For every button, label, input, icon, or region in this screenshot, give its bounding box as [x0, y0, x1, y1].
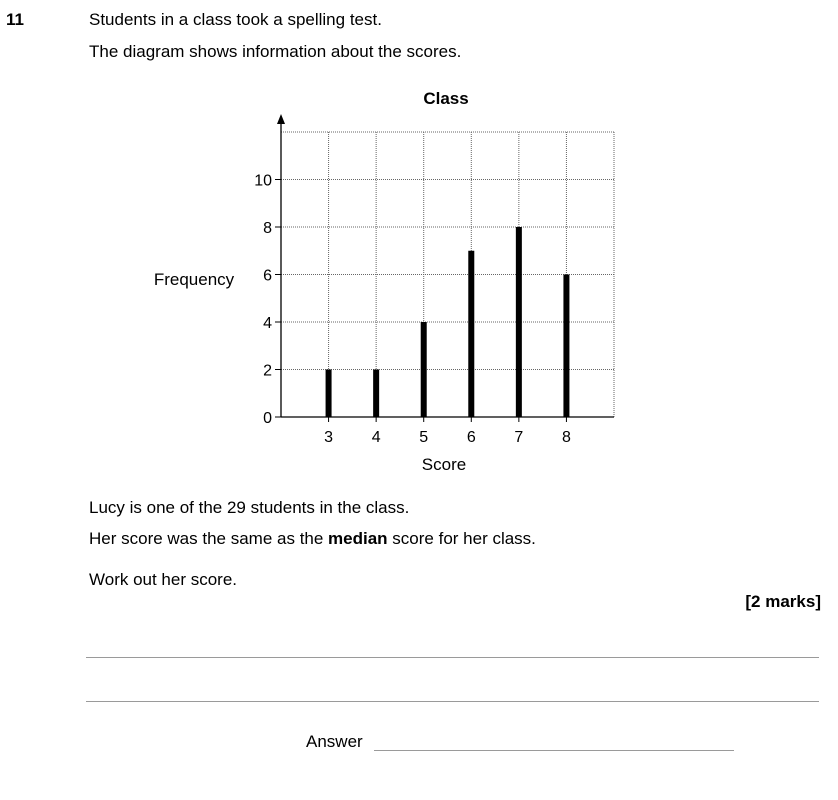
question-intro: Students in a class took a spelling test. [89, 10, 382, 29]
working-line-1[interactable] [86, 657, 819, 658]
x-tick-label: 3 [324, 429, 334, 446]
y-tick-label: 6 [263, 267, 272, 285]
line2-start: Her score was the same as the [89, 529, 329, 548]
y-tick-label: 0 [263, 410, 272, 427]
question-instruction: Work out her score. [89, 570, 238, 589]
question-line-1: Lucy is one of the 29 students in the class. [89, 498, 410, 517]
bar-6 [468, 251, 474, 417]
line2-end: score for her class. [387, 529, 536, 548]
question-line-2 [89, 529, 536, 549]
chart-title: Class [423, 89, 469, 108]
y-tick-label: 10 [254, 172, 272, 190]
median-word: median [328, 529, 388, 548]
bar-4 [373, 370, 379, 418]
x-tick-label: 7 [514, 429, 524, 446]
x-tick-label: 6 [466, 429, 476, 446]
bar-3 [326, 370, 332, 418]
y-tick-label: 2 [263, 362, 272, 380]
y-tick-label: 4 [263, 315, 272, 332]
answer-line[interactable] [374, 750, 734, 751]
x-tick-label: 5 [419, 429, 429, 446]
bar-5 [421, 322, 427, 417]
bar-7 [516, 227, 522, 417]
diagram-caption: The diagram shows information about the scores. [89, 42, 462, 61]
chart-y-label: Frequency [153, 270, 235, 289]
chart-x-label: Score [421, 455, 467, 474]
answer-label: Answer [306, 732, 363, 751]
x-tick-label: 8 [561, 429, 571, 446]
chart-y-ticks [254, 173, 281, 428]
y-tick-label: 8 [263, 220, 272, 237]
x-tick-label: 4 [371, 429, 381, 446]
chart-x-ticks [324, 417, 571, 446]
y-axis-arrow [277, 114, 285, 124]
question-number: 11 [6, 10, 24, 29]
working-line-2[interactable] [86, 701, 819, 702]
marks-label: [2 marks] [745, 592, 821, 611]
bar-8 [563, 275, 569, 418]
